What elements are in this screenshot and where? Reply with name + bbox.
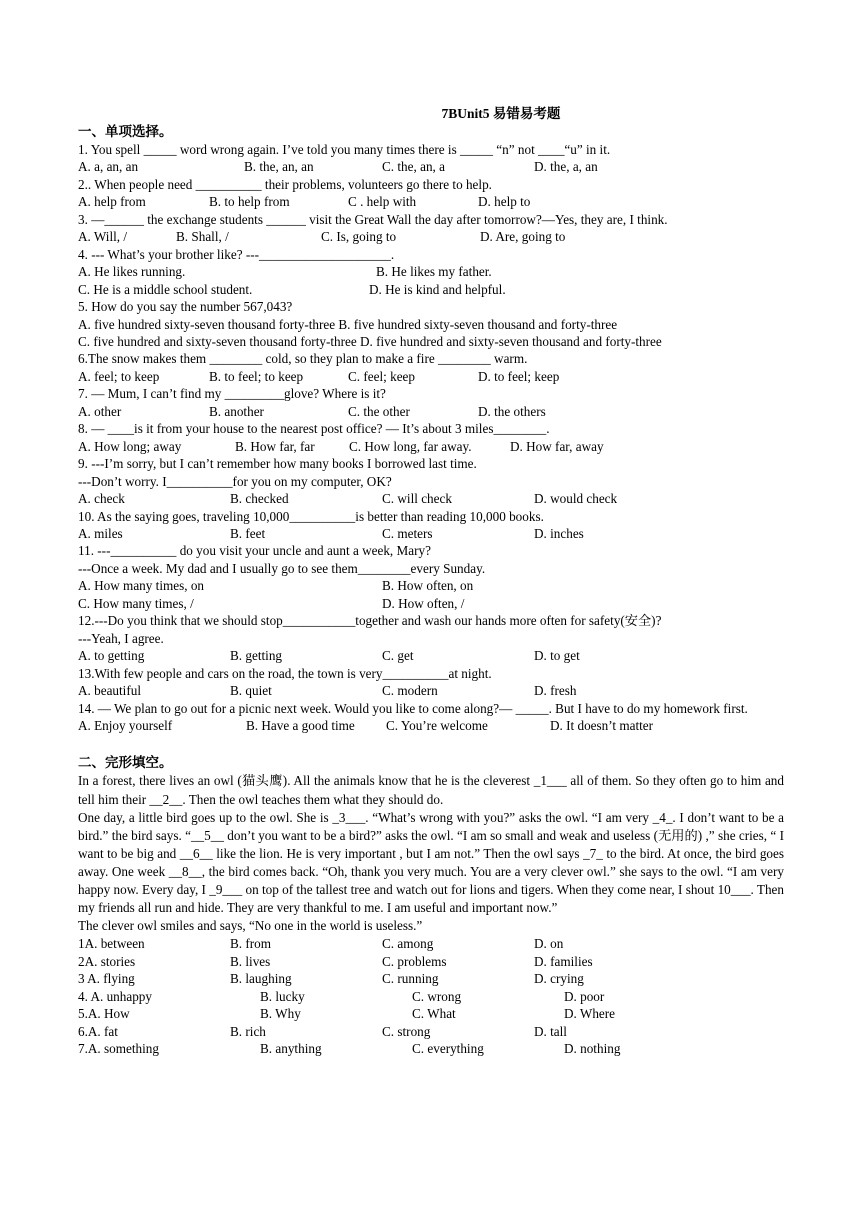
cloze-paragraph: One day, a little bird goes up to the owl. She is _3___. “What’s wrong with you?” asks the owl. “I am very _4_. I don’t want to be a bird.” the bird says. “__5__ don’t you want to be a bird?” asks the owl. “I am so small and weak and useless (无用的) ,” she cries, “ I want to be big and __6__ like the lion. He is very important , but I am not.” Then the owl says _7_ to the bird. At once, the bird goes away. One week __8__, the bird comes back. “Oh, thank you very much. You are a very clever owl.” she says to the owl. “I am very happy now. Every day, I _9___ on top of the tallest tree and watch out for lions and tigers. When they come near, I shout 10___. Then my friends all run and hide. They are very thankful to me. I am useful and important now.” (78, 809, 784, 916)
answer-option: B. Shall, / (176, 229, 229, 245)
question-item (78, 141, 784, 176)
answer-option: 6.A. fat (78, 1023, 118, 1039)
option-row (78, 228, 784, 245)
answer-option: D. He is kind and helpful. (369, 281, 506, 297)
answer-option: B. He likes my father. (376, 264, 492, 280)
question-text: 5. How do you say the number 567,043? (78, 299, 293, 315)
question-item (78, 350, 784, 385)
answer-option: A. Will, / (78, 229, 128, 245)
answer-option: C. everything (412, 1040, 484, 1056)
option-row (78, 403, 784, 420)
answer-option: A. He likes running. (78, 264, 186, 280)
option-row (78, 647, 784, 664)
worksheet-page (78, 104, 784, 1057)
answer-option: B. How far, far (235, 438, 315, 454)
answer-option: C. the, an, a (382, 159, 445, 175)
answer-option: B. How often, on (382, 578, 474, 594)
answer-option: D. on (534, 936, 564, 952)
answer-option: B. lucky (260, 988, 305, 1004)
answer-option: D. How far, away (510, 438, 604, 454)
answer-option: 3 A. flying (78, 971, 135, 987)
answer-option: D. the, a, an (534, 159, 598, 175)
answer-option: C. will check (382, 491, 452, 507)
question-text: 2.. When people need __________ their problems, volunteers go there to help. (78, 176, 492, 192)
answer-option: A. a, an, an (78, 159, 139, 175)
question-text: 13.With few people and cars on the road, the town is very__________at night. (78, 665, 492, 681)
option-row (78, 490, 784, 507)
answer-option: 2A. stories (78, 953, 136, 969)
question-text: 6.The snow makes them ________ cold, so they plan to make a fire ________ warm. (78, 351, 528, 367)
answer-option: C. How long, far away. (349, 438, 472, 454)
question-text: 8. — ____is it from your house to the nearest post office? — It’s about 3 miles________. (78, 421, 550, 437)
question-text: 9. ---I’m sorry, but I can’t remember how many books I borrowed last time. (78, 456, 477, 472)
answer-option: D. Where (564, 1006, 616, 1022)
option-row (78, 281, 784, 298)
option-line: A. five hundred sixty-seven thousand forty-three B. five hundred sixty-seven thousand and forty-three (78, 316, 618, 332)
answer-option: B. laughing (230, 971, 292, 987)
answer-option: D. tall (534, 1023, 567, 1039)
cloze-paragraph: The clever owl smiles and says, “No one in the world is useless.” (78, 918, 423, 934)
question-item (78, 508, 784, 543)
answer-option: 1A. between (78, 936, 145, 952)
cloze-passage (78, 772, 784, 935)
question-text: 10. As the saying goes, traveling 10,000__________is better than reading 10,000 books. (78, 508, 544, 524)
answer-option: D. crying (534, 971, 584, 987)
question-item (78, 455, 784, 507)
answer-option: D. poor (564, 988, 605, 1004)
question-item (78, 385, 784, 420)
answer-option: B. checked (230, 491, 289, 507)
question-text: ---Yeah, I agree. (78, 630, 164, 646)
answer-option: 5.A. How (78, 1006, 130, 1022)
question-text: 4. --- What’s your brother like? ---____________________. (78, 246, 395, 262)
question-text: ---Don’t worry. I__________for you on my computer, OK? (78, 473, 392, 489)
multiple-choice-section (78, 141, 784, 734)
answer-option: C. get (382, 648, 414, 664)
option-row (78, 577, 784, 594)
question-item (78, 420, 784, 455)
question-item (78, 176, 784, 211)
question-text: 1. You spell _____ word wrong again. I’ve told you many times there is _____ “n” not ____“u” in it. (78, 142, 611, 157)
question-item (78, 700, 784, 735)
answer-option: B. to help from (209, 194, 290, 210)
answer-option: B. anything (260, 1040, 322, 1056)
question-item (78, 246, 784, 298)
option-row (78, 970, 784, 987)
answer-option: D. How often, / (382, 595, 465, 611)
answer-option: C. wrong (412, 988, 462, 1004)
option-row (78, 158, 784, 175)
answer-option: C. Is, going to (321, 229, 397, 245)
answer-option: D. families (534, 953, 593, 969)
answer-option: C. You’re welcome (386, 717, 488, 733)
answer-option: A. to getting (78, 648, 145, 664)
answer-option: D. Are, going to (480, 229, 566, 245)
answer-option: D. fresh (534, 683, 577, 699)
answer-option: B. Have a good time (246, 717, 355, 733)
answer-option: D. nothing (564, 1040, 621, 1056)
answer-option: C. What (412, 1006, 456, 1022)
question-text: 3. —______ the exchange students ______ visit the Great Wall the day after tomorrow?—Yes, they are, I think. (78, 211, 668, 227)
answer-option: D. help to (478, 194, 531, 210)
answer-option: A. check (78, 491, 125, 507)
answer-option: C. How many times, / (78, 595, 194, 611)
answer-option: A. miles (78, 525, 123, 541)
option-row (78, 595, 784, 612)
cloze-options (78, 935, 784, 1057)
answer-option: B. to feel; to keep (209, 368, 304, 384)
answer-option: B. quiet (230, 683, 272, 699)
question-text: 7. — Mum, I can’t find my _________glove? Where is it? (78, 386, 386, 402)
answer-option: 4. A. unhappy (78, 988, 152, 1004)
question-item (78, 612, 784, 664)
question-text: 11. ---__________ do you visit your uncle and aunt a week, Mary? (78, 543, 431, 559)
question-text: ---Once a week. My dad and I usually go to see them________every Sunday. (78, 560, 486, 576)
question-text: 12.---Do you think that we should stop___________together and wash our hands more often for safety(安全)? (78, 613, 662, 629)
option-row (78, 438, 784, 455)
answer-option: C. strong (382, 1023, 431, 1039)
answer-option: C. He is a middle school student. (78, 281, 253, 297)
answer-option: D. to get (534, 648, 580, 664)
answer-option: D. the others (478, 403, 546, 419)
page-title: 7BUnit5 易错易考题 (441, 106, 561, 121)
answer-option: C. among (382, 936, 434, 952)
question-text: 14. — We plan to go out for a picnic next week. Would you like to come along?— _____. But I have to do my homework first. (78, 700, 748, 716)
answer-option: B. rich (230, 1023, 266, 1039)
answer-option: A. help from (78, 194, 146, 210)
question-item (78, 542, 784, 612)
answer-option: B. the, an, an (244, 159, 314, 175)
answer-option: C. the other (348, 403, 410, 419)
option-row (78, 953, 784, 970)
answer-option: C. running (382, 971, 439, 987)
answer-option: A. beautiful (78, 683, 141, 699)
answer-option: A. How long; away (78, 438, 182, 454)
option-row (78, 1005, 784, 1022)
answer-option: D. would check (534, 491, 618, 507)
answer-option: D. to feel; keep (478, 368, 560, 384)
answer-option: A. How many times, on (78, 578, 205, 594)
answer-option: D. inches (534, 525, 584, 541)
answer-option: A. feel; to keep (78, 368, 160, 384)
answer-option: A. Enjoy yourself (78, 717, 173, 733)
answer-option: B. another (209, 403, 264, 419)
question-item (78, 298, 784, 350)
answer-option: C. modern (382, 683, 438, 699)
question-item (78, 665, 784, 700)
section-heading-cloze: 二、完形填空。 (78, 755, 173, 771)
option-row (78, 988, 784, 1005)
option-row (78, 682, 784, 699)
option-row (78, 1023, 784, 1040)
answer-option: C . help with (348, 194, 417, 210)
answer-option: A. other (78, 403, 122, 419)
question-item (78, 211, 784, 246)
option-line: C. five hundred and sixty-seven thousand forty-three D. five hundred and sixty-seven thousand and forty-three (78, 333, 662, 349)
answer-option: B. getting (230, 648, 283, 664)
option-row (78, 368, 784, 385)
section-heading-multiple-choice: 一、单项选择。 (78, 124, 173, 139)
answer-option: 7.A. something (78, 1040, 159, 1056)
answer-option: B. lives (230, 953, 271, 969)
option-row (78, 263, 784, 280)
option-row (78, 193, 784, 210)
answer-option: B. from (230, 936, 272, 952)
option-row (78, 525, 784, 542)
option-row (78, 935, 784, 952)
answer-option: D. It doesn’t matter (550, 717, 654, 733)
answer-option: C. meters (382, 525, 433, 541)
option-row (78, 1040, 784, 1057)
answer-option: C. problems (382, 953, 447, 969)
cloze-paragraph: In a forest, there lives an owl (猫头鹰). All the animals know that he is the cleverest _1___ all of them. So they often go to him and tell him their __2__. Then the owl teaches them what they should do. (78, 773, 784, 807)
answer-option: C. feel; keep (348, 368, 416, 384)
answer-option: B. feet (230, 525, 266, 541)
answer-option: B. Why (260, 1006, 301, 1022)
option-row (78, 717, 784, 734)
